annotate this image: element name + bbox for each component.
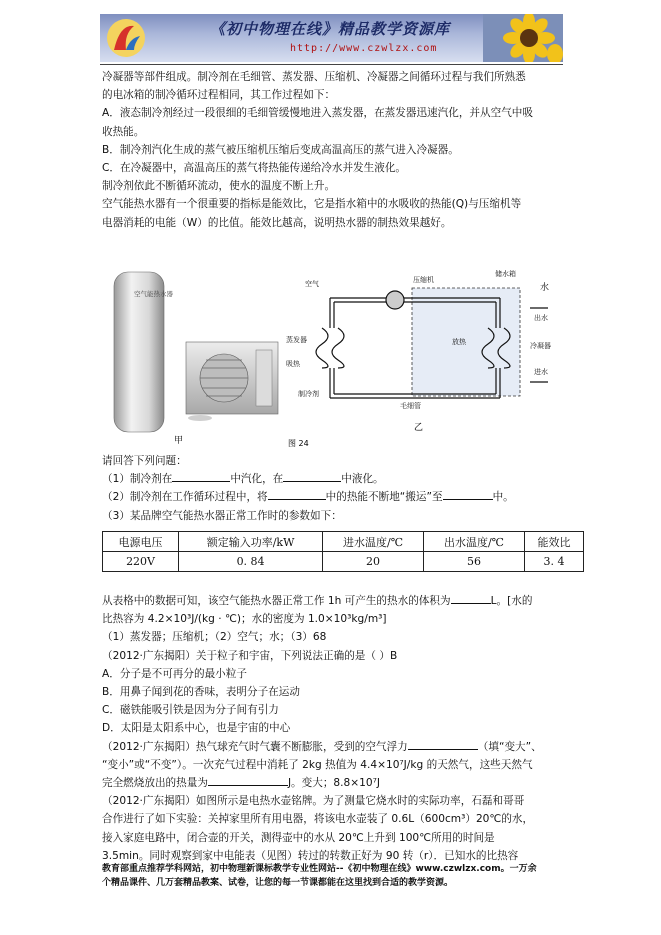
text-line: 接入家庭电路中，闭合壶的开关，测得壶中的水从 20℃上升到 100℃所用的时间是 (102, 831, 495, 844)
figure-24 (100, 268, 570, 450)
q2-text-c: 中。 (492, 491, 514, 504)
answer-blank[interactable] (283, 470, 341, 482)
text-line: C．磁铁能吸引铁是因为分子间有引力 (102, 704, 279, 717)
questions (102, 452, 572, 525)
label-evaporator: 蒸发器 (286, 336, 307, 344)
table-cell: 56 (424, 552, 525, 572)
answer-blank[interactable] (408, 738, 478, 750)
label-inlet: 进水 (534, 368, 548, 376)
label-capillary: 毛细管 (400, 402, 421, 410)
sunflower-icon (483, 14, 563, 62)
caption-left: 甲 (174, 436, 184, 446)
label-water: 水 (540, 283, 550, 293)
q1-text-b: 中汽化，在 (230, 473, 284, 486)
label-release: 放热 (452, 338, 466, 346)
parameter-table (102, 531, 584, 572)
text-line: 冷凝器等部件组成。制冷剂在毛细管、蒸发器、压缩机、冷凝器之间循环过程与我们所熟悉 (102, 71, 526, 83)
page-footer (102, 862, 577, 890)
answer-blank[interactable] (443, 488, 493, 500)
footer-line: 个精品课件、几万套精品教案、试卷，让您的每一节课都能在这里找到合适的教学资源。 (102, 878, 454, 888)
label-absorb: 吸热 (286, 360, 300, 368)
table-header-cell: 进水温度/℃ (323, 532, 424, 552)
text-line: 合作进行了如下实验：关掉家里所有用电器，将该电水壶装了 0.6L（600cm³）20℃的水， (102, 813, 534, 826)
q1-text-c: 中液化。 (341, 473, 384, 486)
answer-blank[interactable] (172, 470, 230, 482)
text-line: A．液态制冷剂经过一段很细的毛细管缓慢地进入蒸发器，在蒸发器迅速汽化，并从空气中吸 (102, 107, 533, 120)
text-line: A．分子是不可再分的最小粒子 (102, 667, 247, 680)
caption-right: 乙 (414, 423, 424, 433)
text-line: 空气能热水器有一个很重要的指标是能效比，它是指水箱中的水吸收的热能(Q)与压缩机等 (102, 198, 522, 211)
text-line: B．制冷剂汽化生成的蒸气被压缩机压缩后变成高温高压的蒸气进入冷凝器。 (102, 143, 459, 156)
text-span: （填“变大”、 (477, 740, 542, 753)
question-1 (102, 470, 572, 488)
q2-text-a: （2）制冷剂在工作循环过程中，将 (102, 491, 268, 504)
answer-blank[interactable] (268, 488, 326, 500)
table-cell: 3. 4 (524, 552, 583, 572)
text-line: “变小”或“不变”）。一次充气过程中消耗了 2kg 热值为 4.4×10⁷J/kg 的天然气，这些天然气 (102, 758, 533, 771)
text-line: 收热能。 (102, 125, 145, 138)
text-line: 比热容为 4.2×10³J/(kg · ℃)；水的密度为 1.0×10³kg/m³] (102, 613, 387, 626)
label-refrigerant: 制冷剂 (298, 390, 319, 398)
banner-url[interactable]: http://www.czwlzx.com (290, 43, 438, 54)
label-tank: 储水箱 (495, 270, 516, 278)
footer-line: 教育部重点推荐学科网站，初中物理新课标教学专业性网站--《初中物理在线》www.czwlzx.com。一万余 (102, 864, 537, 874)
table-cell: 0. 84 (179, 552, 323, 572)
text-line: （2012·广东揭阳）关于粒子和宇宙，下列说法正确的是（ ）B (102, 649, 398, 662)
q1-text-a: （1）制冷剂在 (102, 473, 173, 486)
text-line (102, 738, 572, 756)
table-header-cell: 电源电压 (103, 532, 179, 552)
upper-paragraphs (102, 68, 572, 232)
text-line: B．用鼻子闻到花的香味，表明分子在运动 (102, 686, 300, 699)
table-cell: 20 (323, 552, 424, 572)
label-outlet: 出水 (534, 314, 548, 322)
table-header-cell: 出水温度/℃ (424, 532, 525, 552)
text-span: J。变大；8.8×10⁷J (287, 777, 381, 790)
heat-pump-schematic (316, 288, 548, 398)
tank-label: 空气能热水器 (134, 290, 173, 298)
text-span: （2012·广东揭阳）热气球充气时气囊不断膨胀，受到的空气浮力 (102, 740, 408, 753)
text-span: 从表格中的数据可知，该空气能热水器正常工作 1h 可产生的热水的体积为 (102, 595, 451, 607)
table-cell: 220V (103, 552, 179, 572)
text-span: 完全燃烧放出的热量为 (102, 777, 208, 790)
text-line: （1）蒸发器；压缩机；（2）空气；水；（3）68 (102, 631, 327, 644)
banner-title: 《初中物理在线》精品教学资源库 (210, 20, 451, 38)
site-logo-icon (104, 16, 148, 60)
text-line: （2012·广东揭阳）如图所示是电热水壶铭牌。为了测量它烧水时的实际功率，石磊和哥哥 (102, 795, 525, 808)
question-2 (102, 488, 572, 506)
header-banner (100, 14, 563, 62)
answer-blank[interactable] (451, 592, 491, 604)
table-row (103, 552, 584, 572)
text-line (102, 592, 572, 610)
text-line: 电器消耗的电能（W）的比值。能效比越高，说明热水器的制热效果越好。 (102, 216, 452, 229)
text-line: C．在冷凝器中，高温高压的蒸气将热能传递给冷水并发生液化。 (102, 162, 407, 175)
q2-text-b: 中的热能不断地“搬运”至 (325, 491, 443, 504)
label-air: 空气 (305, 280, 319, 288)
text-line: 制冷剂依此不断循环流动，使水的温度不断上升。 (102, 180, 336, 193)
lower-paragraphs (102, 592, 572, 865)
figure-caption: 图 24 (288, 439, 309, 448)
text-line: 3.5min。同时观察到家中电能表（见图）转过的转数正好为 90 转（r）．已知水的比热容 (102, 849, 519, 862)
table-header-row (103, 532, 584, 552)
question-intro: 请回答下列问题： (102, 455, 187, 467)
header-divider (100, 64, 563, 65)
table-header-cell: 能效比 (524, 532, 583, 552)
label-compressor: 压缩机 (413, 276, 434, 284)
label-condenser: 冷凝器 (530, 342, 551, 350)
text-line: 的电冰箱的制冷循环过程相同，其工作过程如下： (102, 89, 336, 102)
text-line: D．太阳是太阳系中心，也是宇宙的中心 (102, 722, 291, 735)
table-header-cell: 额定输入功率/kW (179, 532, 323, 552)
question-3: （3）某品牌空气能热水器正常工作时的参数如下： (102, 509, 342, 522)
text-span: L。[水的 (490, 595, 533, 607)
answer-blank[interactable] (208, 774, 288, 786)
text-line (102, 774, 572, 792)
